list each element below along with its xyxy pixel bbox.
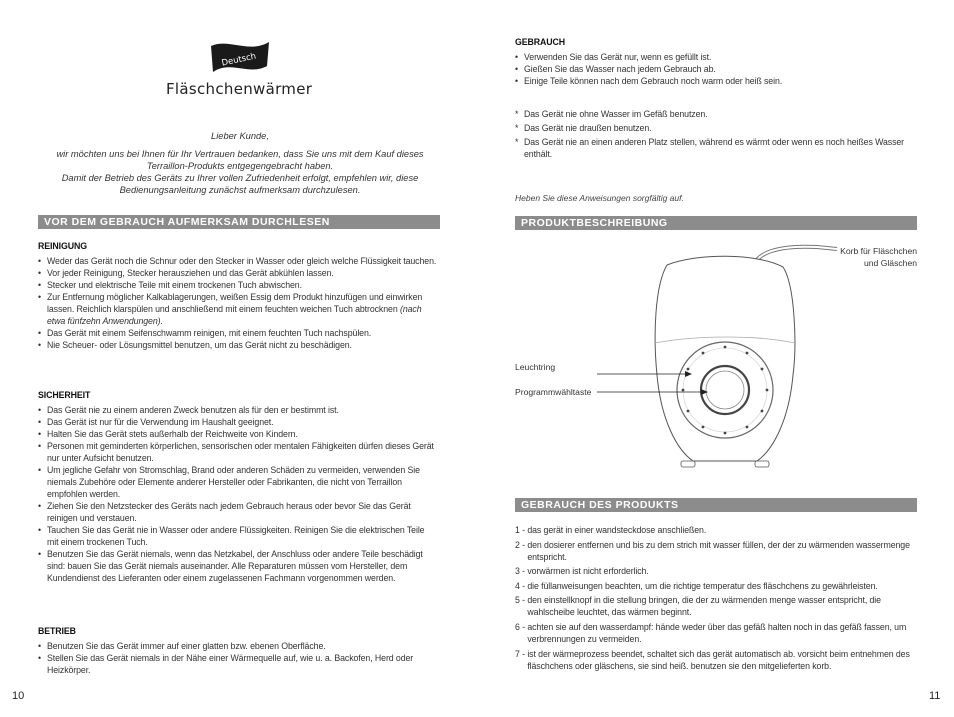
list-reinigung bbox=[38, 255, 438, 351]
heading-betrieb: BETRIEB bbox=[38, 626, 76, 636]
intro-text bbox=[40, 130, 440, 196]
list-item: • Das Gerät mit einem Seifenschwamm reinigen, mit einem feuchten Tuch nachspülen. bbox=[38, 327, 438, 339]
right-page bbox=[477, 0, 954, 717]
intro-paragraph-1: wir möchten uns bei Ihnen für Ihr Vertrauen bedanken, dass Sie uns mit dem Kauf dieses Terraillon-Produkts entgegengebracht haben. bbox=[56, 149, 424, 171]
page-number-right: 11 bbox=[929, 690, 941, 702]
list-gebrauch bbox=[515, 51, 915, 87]
list-item-text: Zur Entfernung möglicher Kalkablagerungen, weißen Essig dem Produkt hinzufügen und einwirken lassen. Reichlich klarspülen und anschließend mit einem feuchten weichen Tuch abtrocknen bbox=[47, 292, 423, 314]
section-bar-read-before-use: VOR DEM GEBRAUCH AUFMERKSAM DURCHLESEN bbox=[38, 215, 440, 229]
step-number: 3 - bbox=[515, 566, 528, 577]
list-item-italic: (nach etwa fünfzehn Anwendungen). bbox=[47, 304, 422, 326]
step-text: den dosierer entfernen und bis zu dem strich mit wasser füllen, der der zu wärmenden wassermenge entspricht. bbox=[527, 539, 910, 562]
intro-greeting: Lieber Kunde, bbox=[211, 131, 269, 141]
step-text: die füllanweisungen beachten, um die richtige temperatur des fläschchens zu gewährleisten. bbox=[527, 580, 878, 591]
list-item: • Das Gerät ist nur für die Verwendung im Haushalt geeignet. bbox=[38, 416, 438, 428]
list-item: • Einige Teile können nach dem Gebrauch noch warm oder heiß sein. bbox=[515, 75, 915, 87]
page-number-left: 10 bbox=[12, 690, 25, 702]
step-text: das gerät in einer wandsteckdose anschließen. bbox=[527, 525, 707, 535]
warnings-list bbox=[515, 108, 915, 162]
list-item: • Ziehen Sie den Netzstecker des Geräts nach jedem Gebrauch heraus oder bevor Sie das Gerät reinigen und verstauen. bbox=[38, 500, 438, 524]
list-item: • Weder das Gerät noch die Schnur oder den Stecker in Wasser oder gleich welche Flüssigkeit tauchen. bbox=[38, 255, 438, 267]
heading-reinigung: REINIGUNG bbox=[38, 241, 87, 251]
step-text: den einstellknopf in die stellung bringen, die der zu wärmenden menge wasser entspricht, die wahlscheibe leuchtet, das wärmen beginnt. bbox=[527, 595, 881, 618]
list-item: • Gießen Sie das Wasser nach jedem Gebrauch ab. bbox=[515, 63, 915, 75]
heading-gebrauch: GEBRAUCH bbox=[515, 37, 566, 47]
step-item bbox=[515, 621, 917, 645]
step-item bbox=[515, 524, 917, 536]
step-text: vorwärmen ist nicht erforderlich. bbox=[527, 566, 649, 577]
warning-item: * Das Gerät nie draußen benutzen. bbox=[515, 122, 915, 134]
list-item bbox=[38, 291, 438, 327]
heading-sicherheit: SICHERHEIT bbox=[38, 390, 91, 400]
list-item: • Das Gerät nie zu einem anderen Zweck benutzen als für den er bestimmt ist. bbox=[38, 404, 438, 416]
label-ring: Leuchtring bbox=[515, 362, 556, 372]
warning-item: * Das Gerät nie an einen anderen Platz stellen, während es wärmt oder wenn es noch heißes Wasser enthält. bbox=[515, 136, 915, 160]
list-item: • Nie Scheuer- oder Lösungsmittel benutzen, um das Gerät nicht zu beschädigen. bbox=[38, 339, 438, 351]
list-item: • Verwenden Sie das Gerät nur, wenn es gefüllt ist. bbox=[515, 51, 915, 63]
list-item: • Halten Sie das Gerät stets außerhalb der Reichweite von Kindern. bbox=[38, 428, 438, 440]
label-basket: Korb für Fläschchen und Gläschen bbox=[840, 246, 917, 268]
list-sicherheit bbox=[38, 404, 438, 584]
step-item bbox=[515, 648, 917, 672]
keep-instructions-note: Heben Sie diese Anweisungen sorgfältig auf. bbox=[515, 193, 684, 203]
label-button: Programmwähltaste bbox=[515, 387, 592, 397]
step-text: ist der wärmeprozess beendet, schaltet sich das gerät automatisch ab. vorsicht beim entnehmen des fläschchens oder gläschens, sie sind heiß. benutzen sie den mitgelieferten korb. bbox=[527, 648, 910, 671]
step-number: 6 - bbox=[515, 621, 528, 632]
product-title: Fläschchenwärmer bbox=[166, 80, 313, 98]
list-betrieb bbox=[38, 640, 438, 676]
step-number: 1 - bbox=[515, 525, 528, 535]
list-item: • Tauchen Sie das Gerät nie in Wasser oder andere Flüssigkeiten. Reinigen Sie die elektrischen Teile mit einem trockenen Tuch. bbox=[38, 524, 438, 548]
step-text: achten sie auf den wasserdampf: hände weder über das gefäß halten noch in das gefäß fassen, um verbrennungen zu vermeiden. bbox=[527, 621, 907, 644]
list-item: • Personen mit geminderten körperlichen, sensorischen oder mentalen Fähigkeiten dürfen dieses Gerät nur unter Aufsicht benutzen. bbox=[38, 440, 438, 464]
section-bar-product-description: PRODUKTBESCHREIBUNG bbox=[515, 216, 917, 230]
step-number: 5 - bbox=[515, 595, 528, 606]
step-item bbox=[515, 565, 917, 577]
section-bar-product-usage: GEBRAUCH DES PRODUKTS bbox=[515, 498, 917, 512]
badge-text: Deutsch bbox=[220, 51, 258, 69]
step-number: 2 - bbox=[515, 539, 528, 550]
list-item: • Stecker und elektrische Teile mit einem trockenen Tuch abwischen. bbox=[38, 279, 438, 291]
intro-paragraph-2: Damit der Betrieb des Geräts zu Ihrer vollen Zufriedenheit erfolgt, empfehlen wir, diese Bedienungsanleitung zunächst aufmerksam durchzulesen. bbox=[61, 173, 419, 195]
list-item: • Um jegliche Gefahr von Stromschlag, Brand oder anderen Schäden zu vermeiden, verwenden Sie niemals Zubehöre oder Elemente anderer Hersteller oder Fabrikanten, die nicht von Terraillon empfohlen werden. bbox=[38, 464, 438, 500]
warning-item: * Das Gerät nie ohne Wasser im Gefäß benutzen. bbox=[515, 108, 915, 120]
badge-shape-icon bbox=[209, 40, 271, 76]
list-item: • Vor jeder Reinigung, Stecker herausziehen und das Gerät abkühlen lassen. bbox=[38, 267, 438, 279]
list-item: • Stellen Sie das Gerät niemals in der Nähe einer Wärmequelle auf, wie u. a. Backofen, Herd oder Heizkörper. bbox=[38, 652, 438, 676]
step-item bbox=[515, 539, 917, 563]
step-item bbox=[515, 594, 917, 618]
list-item: • Benutzen Sie das Gerät niemals, wenn das Netzkabel, der Anschluss oder andere Teile beschädigt sind: bauen Sie das Gerät niemals auseinander. Alle Reparaturen müssen vom Hersteller, dem Kundendienst des Lieferanten oder einem zugelassenen Fachmann vorgenommen werden. bbox=[38, 548, 438, 584]
list-item: • Benutzen Sie das Gerät immer auf einer glatten bzw. ebenen Oberfläche. bbox=[38, 640, 438, 652]
usage-steps bbox=[515, 524, 917, 674]
step-item bbox=[515, 580, 917, 592]
step-number: 7 - bbox=[515, 648, 528, 659]
language-badge bbox=[209, 40, 271, 76]
step-number: 4 - bbox=[515, 580, 528, 591]
bottle-warmer-illustration bbox=[597, 235, 897, 475]
